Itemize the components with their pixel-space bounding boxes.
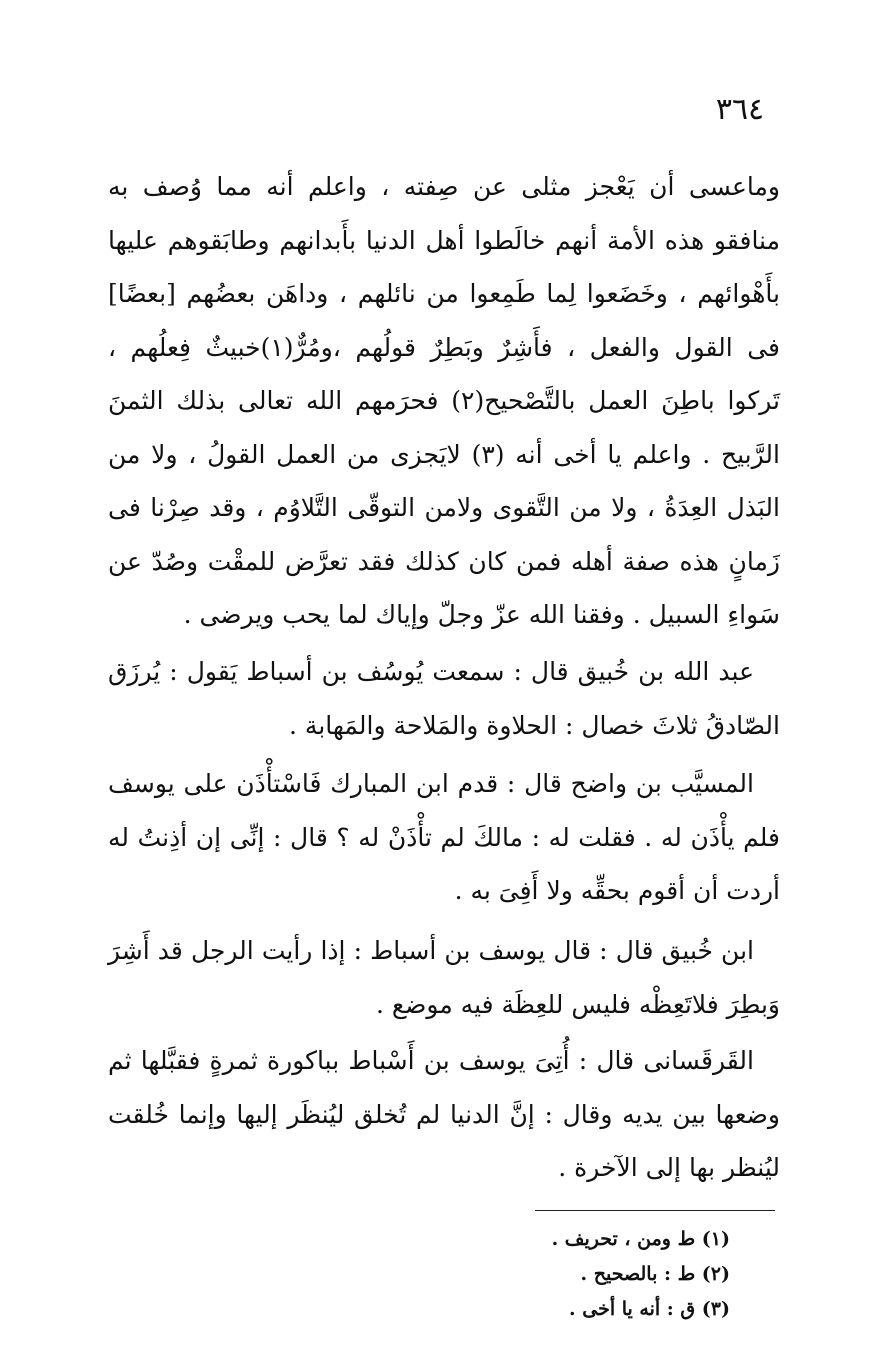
paragraph-4: ابن خُبيق قال : قال يوسف بن أسباط : إذا رأيت الرجل قد أَشِرَ وَبطِرَ فلاتَعِظْه فليس للعِظَة فيه موضع .: [108, 936, 780, 1019]
page-number: ٣٦٤: [715, 92, 765, 127]
footnote-divider: [535, 1210, 775, 1211]
paragraph-3: المسيَّب بن واضح قال : قدم ابن المبارك فَاسْتأْذَن على يوسف فلم يأْذَن له . فقلت له : مالكَ لم تأْذَنْ له ؟ قال : إنِّى إن أذِنتُ له أردت أن أقوم بحقِّه ولا أَفِىَ به .: [108, 769, 780, 905]
footnote-3: (٣) ق : أنه يا أخى .: [569, 1298, 730, 1320]
paragraph-2: عبد الله بن خُبيق قال : سمعت يُوسُف بن أسباط يَقول : يُرزَق الصّادقُ ثلاثَ خصال : الحلاوة والمَلاحة والمَهابة .: [108, 657, 780, 740]
footnote-2: (٢) ط : بالصحيح .: [580, 1263, 730, 1285]
paragraph-5: القَرقَسانى قال : أُتِىَ يوسف بن أَسْباط بباكورة ثمرةٍ فقبَّلها ثم وضعها بين يديه وقال : إنَّ الدنيا لم تُخلق ليُنظَر إليها وإنما خُلقت ليُنظر بها إلى الآخرة .: [108, 1046, 780, 1182]
footnote-1: (١) ط ومن ، تحريف .: [551, 1228, 730, 1250]
paragraph-1: وماعسى أن يَعْجز مثلى عن صِفته ، واعلم أنه مما وُصف به منافقو هذه الأمة أنهم خالَطوا أهل الدنيا بأَبدانهم وطابَقوهم عليها بأَهْوائهم ، وخَضَعوا لِما طَمِعوا من نائلهم ، وداهَن بعضُهم [بعضًا] فى القول والفعل ، فأَشِرٌ وبَطِرٌ قولُهم ،ومُرٌّ(١)خبيثٌ فِعلُهم ، تَركوا باطِنَ العمل بالتَّصْحيح(٢) فحرَمهم الله تعالى بذلك الثمنَ الرَّبيح . واعلم يا أخى أنه (٣) لايَجزى من العمل القولُ ، ولا من البَذل العِدَةُ ، ولا من التَّقوى ولامن التوقّى التَّلاوُم ، وقد صِرْنا فى زَمانٍ هذه صفة أهله فمن كان كذلك فقد تعرَّض للمقْت وصُدّ عن سَواءِ السبيل . وفقنا الله عزّ وجلّ وإياك لما يحب ويرضى .: [108, 172, 780, 629]
footnotes: [430, 1222, 730, 1327]
